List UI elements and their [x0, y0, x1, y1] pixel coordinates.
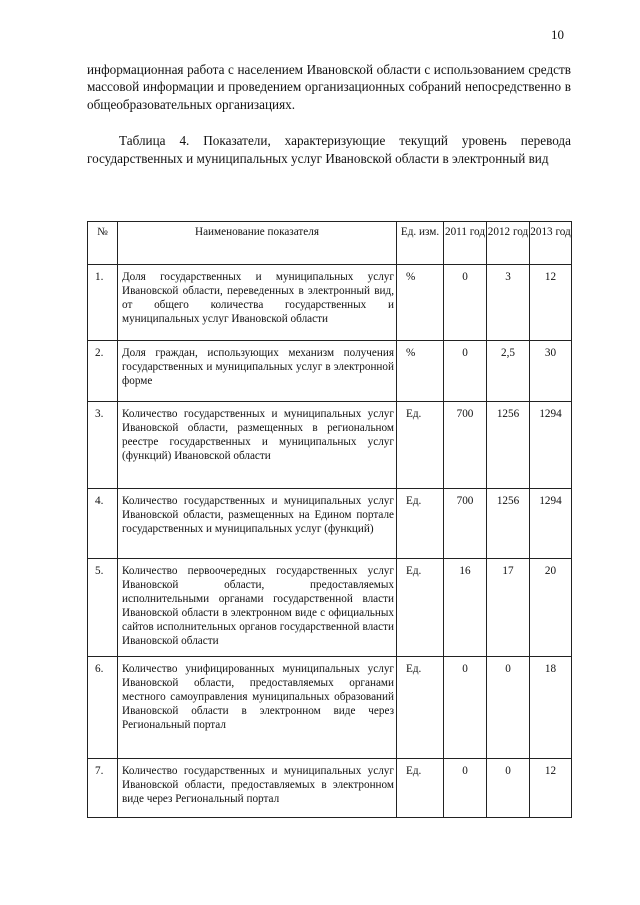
value-2011: 0: [444, 341, 487, 402]
table-row: [88, 341, 572, 402]
row-number: 2.: [88, 341, 118, 402]
indicator-name: Количество государственных и муниципальных услуг Ивановской области, предоставляемых в электронном виде через Региональный портал: [118, 759, 397, 818]
header-2013: 2013 год: [530, 222, 572, 265]
indicator-name: Количество государственных и муниципальных услуг Ивановской области, размещенных в региональном реестре государственных и муниципальных услуг (функций) Ивановской области: [118, 402, 397, 489]
header-num: №: [88, 222, 118, 265]
row-number: 7.: [88, 759, 118, 818]
unit-cell: Ед.: [397, 402, 444, 489]
table-header-row: [88, 222, 572, 265]
value-2012: 0: [487, 657, 530, 759]
value-2012: 0: [487, 759, 530, 818]
row-number: 3.: [88, 402, 118, 489]
row-number: 1.: [88, 265, 118, 341]
indicator-name: Количество первоочередных государственных услуг Ивановской области, предоставляемых исполнительными органами государственной власти Ивановской области в электронном виде с официальных сайтов исполнительных органов государственной власти Ивановской области: [118, 559, 397, 657]
indicator-name: Количество государственных и муниципальных услуг Ивановской области, размещенных на Едином портале государственных и муниципальных услуг (функций): [118, 489, 397, 559]
indicator-name: Доля граждан, использующих механизм получения государственных и муниципальных услуг в электронной форме: [118, 341, 397, 402]
value-2011: 700: [444, 489, 487, 559]
row-number: 6.: [88, 657, 118, 759]
value-2011: 0: [444, 265, 487, 341]
table-row: [88, 657, 572, 759]
value-2013: 1294: [530, 402, 572, 489]
value-2012: 1256: [487, 489, 530, 559]
table-caption: Таблица 4. Показатели, характеризующие текущий уровень перевода государственных и муниципальных услуг Ивановской области в электронный вид: [87, 133, 571, 166]
value-2011: 0: [444, 657, 487, 759]
value-2013: 18: [530, 657, 572, 759]
intro-paragraph: информационная работа с населением Ивановской области с использованием средств массовой информации и проведением организационных собраний непосредственно в общеобразовательных организациях.: [87, 62, 571, 112]
indicators-table: [87, 221, 572, 818]
indicator-name: Количество унифицированных муниципальных услуг Ивановской области, предоставляемых органами местного самоуправления муниципальных образований Ивановской области в электронном виде через Региональный портал: [118, 657, 397, 759]
header-name: Наименование показателя: [118, 222, 397, 265]
unit-cell: %: [397, 265, 444, 341]
value-2011: 16: [444, 559, 487, 657]
header-unit: Ед. изм.: [397, 222, 444, 265]
value-2012: 1256: [487, 402, 530, 489]
unit-cell: Ед.: [397, 489, 444, 559]
unit-cell: Ед.: [397, 759, 444, 818]
value-2013: 12: [530, 265, 572, 341]
row-number: 5.: [88, 559, 118, 657]
table-row: [88, 559, 572, 657]
table-row: [88, 489, 572, 559]
row-number: 4.: [88, 489, 118, 559]
value-2012: 17: [487, 559, 530, 657]
indicator-name: Доля государственных и муниципальных услуг Ивановской области, переведенных в электронный вид, от общего количества государственных и муниципальных услуг Ивановской области: [118, 265, 397, 341]
header-2012: 2012 год: [487, 222, 530, 265]
table-row: [88, 759, 572, 818]
table-row: [88, 402, 572, 489]
value-2013: 30: [530, 341, 572, 402]
table-row: [88, 265, 572, 341]
unit-cell: %: [397, 341, 444, 402]
value-2012: 2,5: [487, 341, 530, 402]
unit-cell: Ед.: [397, 559, 444, 657]
header-2011: 2011 год: [444, 222, 487, 265]
value-2012: 3: [487, 265, 530, 341]
value-2013: 1294: [530, 489, 572, 559]
value-2013: 12: [530, 759, 572, 818]
unit-cell: Ед.: [397, 657, 444, 759]
page-number: 10: [551, 27, 564, 42]
value-2011: 700: [444, 402, 487, 489]
value-2011: 0: [444, 759, 487, 818]
value-2013: 20: [530, 559, 572, 657]
